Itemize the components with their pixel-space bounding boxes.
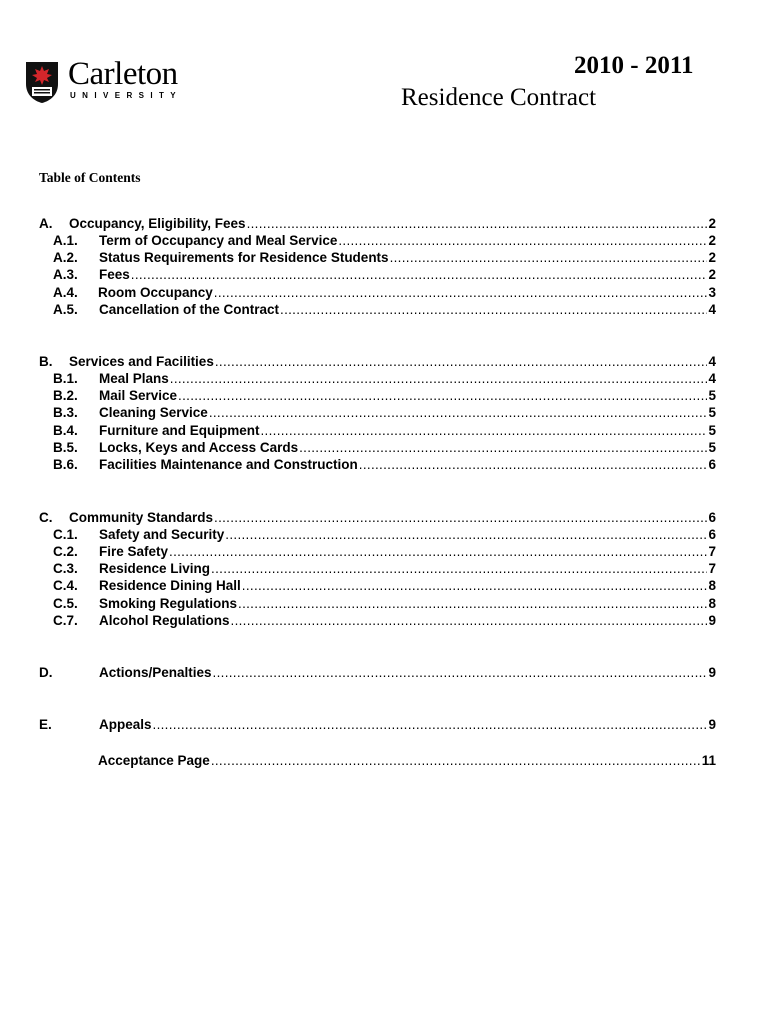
toc-dot-leader	[238, 595, 707, 612]
toc-entry-code: C.5.	[53, 596, 78, 611]
toc-entry-page: 4	[708, 354, 716, 369]
toc-entry-code: C.1.	[53, 527, 78, 542]
toc-entry-code: A.5.	[53, 302, 78, 317]
toc-entry-page: 4	[708, 371, 716, 386]
toc-entry-code: E.	[39, 717, 52, 732]
toc-entry[interactable]	[53, 387, 716, 404]
toc-entry[interactable]	[53, 456, 716, 473]
toc-entry[interactable]	[53, 404, 716, 421]
toc-entry-page: 5	[708, 440, 716, 455]
toc-entry-title: Fire Safety	[99, 544, 169, 559]
toc-entry[interactable]	[53, 560, 716, 577]
toc-entry-page: 4	[708, 302, 716, 317]
toc-entry[interactable]	[98, 752, 716, 769]
toc-entry-page: 3	[708, 285, 716, 300]
toc-entry-title: Mail Service	[99, 388, 178, 403]
toc-entry[interactable]	[53, 577, 716, 594]
toc-entry-title: Term of Occupancy and Meal Service	[99, 233, 338, 248]
toc-dot-leader	[215, 353, 708, 370]
toc-dot-leader	[390, 249, 708, 266]
toc-dot-leader	[211, 752, 701, 769]
toc-dot-leader	[214, 284, 708, 301]
toc-entry-title: Actions/Penalties	[99, 665, 212, 680]
logo-subtitle: UNIVERSITY	[70, 91, 183, 100]
toc-entry-code: D.	[39, 665, 53, 680]
toc-dot-leader	[359, 456, 708, 473]
toc-entry-page: 9	[708, 665, 716, 680]
toc-entry-code: A.4.	[53, 285, 78, 300]
toc-entry[interactable]	[53, 266, 716, 283]
toc-entry-code: C.4.	[53, 578, 78, 593]
toc-entry-title: Furniture and Equipment	[99, 423, 260, 438]
toc-entry-code: A.	[39, 216, 53, 231]
toc-entry-title: Meal Plans	[99, 371, 169, 386]
toc-entry-title: Cancellation of the Contract	[99, 302, 280, 317]
toc-entry-title: Residence Living	[99, 561, 211, 576]
toc-entry-title: Services and Facilities	[69, 354, 214, 369]
toc-entry-code: C.7.	[53, 613, 78, 628]
toc-entry-page: 2	[708, 267, 716, 282]
toc-entry[interactable]	[53, 232, 716, 249]
toc-entry-title: Appeals	[99, 717, 152, 732]
toc-entry-title: Smoking Regulations	[99, 596, 238, 611]
toc-entry[interactable]	[53, 284, 716, 301]
toc-entry-title: Safety and Security	[99, 527, 225, 542]
toc-entry-page: 8	[708, 578, 716, 593]
toc-entry-code: C.	[39, 510, 53, 525]
toc-entry-page: 6	[708, 527, 716, 542]
toc-entry-page: 9	[708, 613, 716, 628]
toc-entry-code: B.2.	[53, 388, 78, 403]
carleton-crest-icon	[24, 60, 60, 104]
toc-entry[interactable]	[39, 664, 716, 681]
toc-entry[interactable]	[53, 543, 716, 560]
logo-name: Carleton	[68, 56, 178, 92]
toc-dot-leader	[247, 215, 708, 232]
toc-dot-leader	[338, 232, 707, 249]
toc-dot-leader	[169, 543, 707, 560]
toc-dot-leader	[178, 387, 707, 404]
toc-entry-code: A.2.	[53, 250, 78, 265]
toc-entry[interactable]	[39, 509, 716, 526]
toc-entry-title: Residence Dining Hall	[99, 578, 241, 593]
toc-dot-leader	[170, 370, 708, 387]
toc-heading: Table of Contents	[39, 170, 141, 185]
contract-year: 2010 - 2011	[574, 52, 694, 79]
toc-entry-code: B.4.	[53, 423, 78, 438]
toc-dot-leader	[242, 577, 708, 594]
toc-dot-leader	[209, 404, 708, 421]
toc-entry-title: Occupancy, Eligibility, Fees	[69, 216, 246, 231]
toc-entry[interactable]	[53, 370, 716, 387]
toc-entry[interactable]	[53, 422, 716, 439]
toc-entry-code: B.3.	[53, 405, 78, 420]
toc-entry-code: B.6.	[53, 457, 78, 472]
carleton-logo	[24, 58, 204, 104]
toc-entry-title: Acceptance Page	[98, 753, 210, 768]
toc-entry-code: C.3.	[53, 561, 78, 576]
toc-entry-code: A.1.	[53, 233, 78, 248]
toc-dot-leader	[214, 509, 707, 526]
toc-entry-title: Status Requirements for Residence Students	[99, 250, 389, 265]
toc-entry-title: Community Standards	[69, 510, 214, 525]
toc-entry-page: 9	[708, 717, 716, 732]
toc-entry-code: B.	[39, 354, 53, 369]
toc-entry-page: 6	[708, 457, 716, 472]
toc-entry-code: B.5.	[53, 440, 78, 455]
toc-dot-leader	[213, 664, 708, 681]
toc-entry[interactable]	[53, 526, 716, 543]
toc-entry[interactable]	[53, 439, 716, 456]
toc-entry[interactable]	[53, 249, 716, 266]
toc-entry-page: 5	[708, 423, 716, 438]
toc-entry-page: 7	[708, 561, 716, 576]
toc-entry[interactable]	[53, 595, 716, 612]
toc-entry-page: 2	[708, 216, 716, 231]
toc-entry[interactable]	[39, 215, 716, 232]
toc-entry-title: Cleaning Service	[99, 405, 208, 420]
toc-entry-page: 8	[708, 596, 716, 611]
toc-entry-title: Alcohol Regulations	[99, 613, 230, 628]
toc-entry[interactable]	[53, 612, 716, 629]
toc-entry-title: Locks, Keys and Access Cards	[99, 440, 299, 455]
toc-entry[interactable]	[39, 353, 716, 370]
toc-entry[interactable]	[39, 716, 716, 733]
toc-entry-code: A.3.	[53, 267, 78, 282]
toc-entry-page: 6	[708, 510, 716, 525]
toc-dot-leader	[131, 266, 708, 283]
toc-entry-code: B.1.	[53, 371, 78, 386]
toc-entry-code: C.2.	[53, 544, 78, 559]
toc-entry-page: 5	[708, 405, 716, 420]
toc-entry-title: Facilities Maintenance and Construction	[99, 457, 358, 472]
toc-entry[interactable]	[53, 301, 716, 318]
toc-entry-title: Fees	[99, 267, 130, 282]
toc-entry-page: 11	[701, 753, 716, 768]
toc-dot-leader	[261, 422, 708, 439]
toc-entry-title: Room Occupancy	[98, 285, 213, 300]
toc-entry-page: 5	[708, 388, 716, 403]
toc-dot-leader	[231, 612, 708, 629]
toc-entry-page: 2	[708, 233, 716, 248]
toc-dot-leader	[211, 560, 707, 577]
toc-dot-leader	[299, 439, 707, 456]
toc-dot-leader	[225, 526, 707, 543]
toc-dot-leader	[153, 716, 708, 733]
toc-entry-page: 2	[708, 250, 716, 265]
document-title: Residence Contract	[401, 84, 597, 111]
toc-entry-page: 7	[708, 544, 716, 559]
toc-dot-leader	[280, 301, 707, 318]
